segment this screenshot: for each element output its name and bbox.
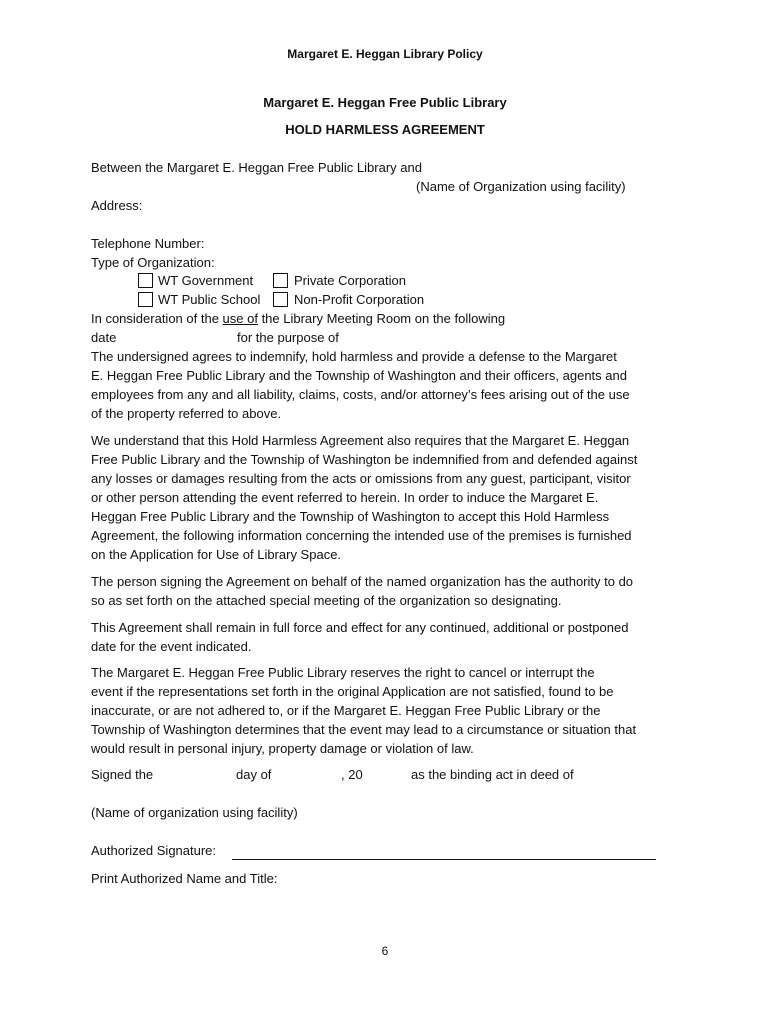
wt-government-checkbox[interactable]: [138, 273, 153, 288]
paragraph-line: This Agreement shall remain in full force and effect for any continued, additional or postponed: [91, 620, 629, 635]
org-name-hint-signature: (Name of organization using facility): [91, 805, 298, 820]
org-name-hint: (Name of Organization using facility): [416, 179, 626, 194]
year-prefix: , 20: [341, 767, 363, 782]
paragraph-line: or other person attending the event referred to herein. In order to induce the Margaret E.: [91, 490, 599, 505]
paragraph-line: on the Application for Use of Library Space.: [91, 547, 342, 562]
signature-line[interactable]: [232, 859, 656, 860]
private-corporation-label: Private Corporation: [294, 273, 406, 288]
agreement-title: HOLD HARMLESS AGREEMENT: [285, 122, 485, 137]
paragraph-line: Heggan Free Public Library and the Township of Washington to accept this Hold Harmless: [91, 509, 610, 524]
consideration-line: [91, 311, 505, 326]
address-label: Address:: [91, 198, 143, 213]
wt-public-school-label: WT Public School: [158, 292, 261, 307]
signed-the-label: Signed the: [91, 767, 154, 782]
private-corporation-checkbox[interactable]: [273, 273, 288, 288]
between-text: Between the Margaret E. Heggan Free Public Library and: [91, 160, 422, 175]
paragraph-line: date for the event indicated.: [91, 639, 252, 654]
consideration-pre: In consideration of the: [91, 311, 223, 326]
paragraph-line: event if the representations set forth in the original Application are not satisfied, found to be: [91, 684, 614, 699]
wt-public-school-checkbox[interactable]: [138, 292, 153, 307]
paragraph-line: any losses or damages resulting from the acts or omissions from any guest, participant, visitor: [91, 471, 631, 486]
print-name-title-label: Print Authorized Name and Title:: [91, 871, 278, 886]
day-of-label: day of: [236, 767, 272, 782]
paragraph-line: of the property referred to above.: [91, 406, 282, 421]
purpose-label: for the purpose of: [237, 330, 339, 345]
binding-act-label: as the binding act in deed of: [411, 767, 574, 782]
paragraph-line: The person signing the Agreement on behalf of the named organization has the authority to do: [91, 574, 634, 589]
type-label: Type of Organization:: [91, 255, 215, 270]
consideration-underlined: use of: [222, 311, 258, 326]
date-label: date: [91, 330, 117, 345]
paragraph-line: We understand that this Hold Harmless Agreement also requires that the Margaret E. Heggan: [91, 433, 630, 448]
paragraph-line: inaccurate, or are not adhered to, or if the Margaret E. Heggan Free Public Library or the: [91, 703, 601, 718]
paragraph-line: Free Public Library and the Township of Washington be indemnified from and defended against: [91, 452, 638, 467]
paragraph-line: would result in personal injury, property damage or violation of law.: [91, 741, 474, 756]
page-number: 6: [381, 944, 389, 958]
paragraph-line: The Margaret E. Heggan Free Public Library reserves the right to cancel or interrupt the: [91, 665, 595, 680]
telephone-label: Telephone Number:: [91, 236, 205, 251]
paragraph-line: Agreement, the following information concerning the intended use of the premises is furnished: [91, 528, 632, 543]
paragraph-line: employees from any and all liability, claims, costs, and/or attorney’s fees arising out of the use: [91, 387, 630, 402]
library-title: Margaret E. Heggan Free Public Library: [263, 95, 507, 110]
paragraph-line: Township of Washington determines that the event may lead to a circumstance or situation that: [91, 722, 637, 737]
paragraph-line: E. Heggan Free Public Library and the Township of Washington and their officers, agents and: [91, 368, 627, 383]
paragraph-line: The undersigned agrees to indemnify, hold harmless and provide a defense to the Margaret: [91, 349, 617, 364]
authorized-signature-label: Authorized Signature:: [91, 843, 217, 858]
policy-header: Margaret E. Heggan Library Policy: [287, 47, 483, 61]
paragraph-line: so as set forth on the attached special meeting of the organization so designating.: [91, 593, 562, 608]
non-profit-checkbox[interactable]: [273, 292, 288, 307]
consideration-post: the Library Meeting Room on the following: [257, 311, 506, 326]
wt-government-label: WT Government: [158, 273, 254, 288]
non-profit-label: Non-Profit Corporation: [294, 292, 425, 307]
